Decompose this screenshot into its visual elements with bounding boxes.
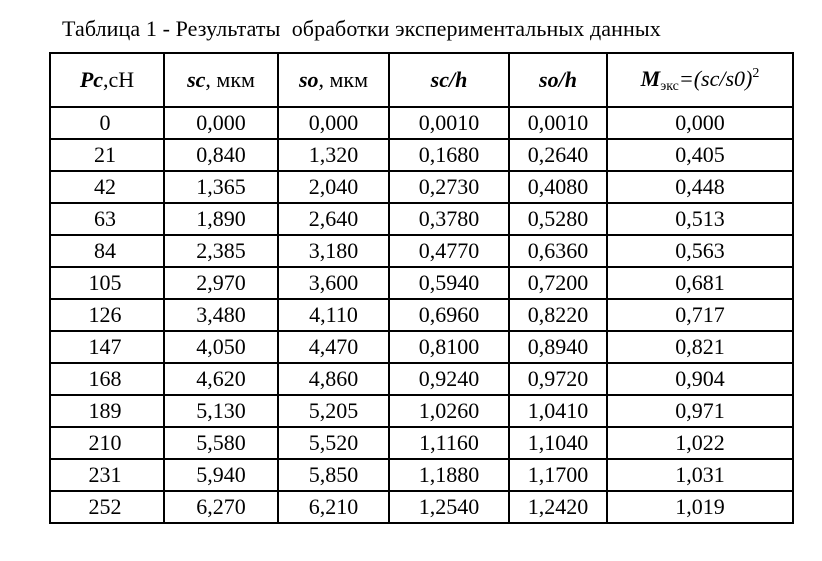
cell-sc-h: 0,9240 (389, 363, 509, 395)
cell-sc: 2,970 (164, 267, 278, 299)
cell-m-exp: 1,022 (607, 427, 793, 459)
cell-sc-h: 0,1680 (389, 139, 509, 171)
table-body (50, 107, 793, 523)
cell-m-exp: 0,405 (607, 139, 793, 171)
table-row (50, 171, 793, 203)
header-sc-h: sc/h (389, 53, 509, 107)
header-pc: Pc,сН (50, 53, 164, 107)
cell-pc: 63 (50, 203, 164, 235)
cell-so: 2,040 (278, 171, 389, 203)
cell-sc-h: 0,4770 (389, 235, 509, 267)
table-row (50, 139, 793, 171)
cell-so-h: 0,6360 (509, 235, 607, 267)
cell-sc-h: 0,6960 (389, 299, 509, 331)
cell-pc: 147 (50, 331, 164, 363)
cell-so: 4,860 (278, 363, 389, 395)
cell-sc-h: 0,8100 (389, 331, 509, 363)
table-row (50, 203, 793, 235)
cell-m-exp: 0,821 (607, 331, 793, 363)
cell-m-exp: 1,031 (607, 459, 793, 491)
cell-so: 5,850 (278, 459, 389, 491)
table-row (50, 363, 793, 395)
table-caption: Таблица 1 - Результаты обработки экспериментальных данных (62, 16, 661, 41)
cell-sc: 3,480 (164, 299, 278, 331)
cell-sc-h: 0,3780 (389, 203, 509, 235)
cell-so-h: 1,1040 (509, 427, 607, 459)
cell-so: 5,520 (278, 427, 389, 459)
table-row (50, 299, 793, 331)
cell-sc: 0,000 (164, 107, 278, 139)
cell-so-h: 1,1700 (509, 459, 607, 491)
table-header-row (50, 53, 793, 107)
header-m-exp: $M_{экс}=(sc/s0)^2$ (607, 53, 793, 107)
cell-so-h: 1,2420 (509, 491, 607, 523)
cell-m-exp: 0,448 (607, 171, 793, 203)
cell-sc: 4,620 (164, 363, 278, 395)
cell-sc: 5,130 (164, 395, 278, 427)
cell-sc-h: 0,0010 (389, 107, 509, 139)
cell-sc: 2,385 (164, 235, 278, 267)
table-row (50, 267, 793, 299)
cell-so-h: 0,0010 (509, 107, 607, 139)
cell-sc: 6,270 (164, 491, 278, 523)
cell-so-h: 0,4080 (509, 171, 607, 203)
cell-m-exp: 0,563 (607, 235, 793, 267)
cell-so: 3,600 (278, 267, 389, 299)
table-row (50, 395, 793, 427)
cell-so-h: 0,5280 (509, 203, 607, 235)
cell-sc-h: 1,2540 (389, 491, 509, 523)
cell-pc: 21 (50, 139, 164, 171)
cell-pc: 42 (50, 171, 164, 203)
cell-m-exp: 0,513 (607, 203, 793, 235)
cell-so-h: 1,0410 (509, 395, 607, 427)
cell-sc: 0,840 (164, 139, 278, 171)
cell-sc: 4,050 (164, 331, 278, 363)
cell-pc: 168 (50, 363, 164, 395)
cell-pc: 0 (50, 107, 164, 139)
cell-so: 1,320 (278, 139, 389, 171)
table-row (50, 459, 793, 491)
table-row (50, 491, 793, 523)
cell-so: 4,110 (278, 299, 389, 331)
header-so-h: so/h (509, 53, 607, 107)
cell-pc: 189 (50, 395, 164, 427)
table-row (50, 107, 793, 139)
cell-pc: 231 (50, 459, 164, 491)
cell-m-exp: 0,904 (607, 363, 793, 395)
cell-sc-h: 1,1160 (389, 427, 509, 459)
cell-sc-h: 0,2730 (389, 171, 509, 203)
cell-pc: 105 (50, 267, 164, 299)
cell-so: 4,470 (278, 331, 389, 363)
table-row (50, 235, 793, 267)
table-row (50, 427, 793, 459)
cell-so: 3,180 (278, 235, 389, 267)
cell-so: 0,000 (278, 107, 389, 139)
cell-so-h: 0,8940 (509, 331, 607, 363)
cell-so: 5,205 (278, 395, 389, 427)
cell-pc: 252 (50, 491, 164, 523)
cell-pc: 126 (50, 299, 164, 331)
results-table (49, 52, 794, 524)
cell-m-exp: 0,000 (607, 107, 793, 139)
cell-so: 6,210 (278, 491, 389, 523)
cell-m-exp: 0,717 (607, 299, 793, 331)
cell-so-h: 0,8220 (509, 299, 607, 331)
cell-pc: 84 (50, 235, 164, 267)
header-sc: sc, мкм (164, 53, 278, 107)
cell-so-h: 0,7200 (509, 267, 607, 299)
cell-sc: 5,580 (164, 427, 278, 459)
cell-sc-h: 0,5940 (389, 267, 509, 299)
cell-m-exp: 1,019 (607, 491, 793, 523)
cell-m-exp: 0,971 (607, 395, 793, 427)
cell-sc-h: 1,1880 (389, 459, 509, 491)
cell-sc: 5,940 (164, 459, 278, 491)
header-so: so, мкм (278, 53, 389, 107)
cell-so-h: 0,2640 (509, 139, 607, 171)
table-row (50, 331, 793, 363)
cell-m-exp: 0,681 (607, 267, 793, 299)
cell-sc-h: 1,0260 (389, 395, 509, 427)
cell-sc: 1,890 (164, 203, 278, 235)
cell-sc: 1,365 (164, 171, 278, 203)
cell-so-h: 0,9720 (509, 363, 607, 395)
cell-so: 2,640 (278, 203, 389, 235)
cell-pc: 210 (50, 427, 164, 459)
